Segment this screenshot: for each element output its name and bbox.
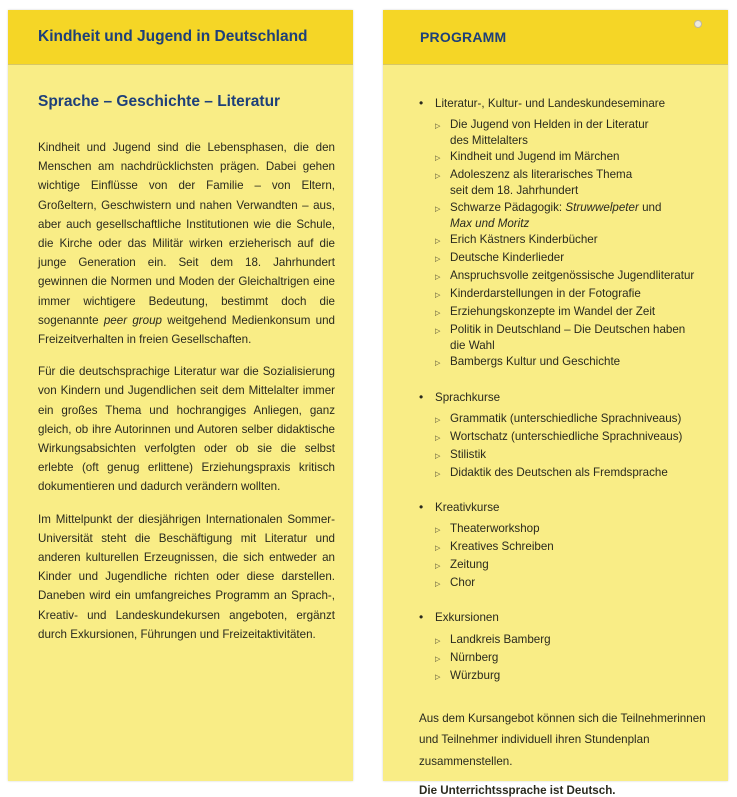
program-list [419, 95, 714, 686]
footer-note: Aus dem Kursangebot können sich die Teilnehmerinnen und Teilnehmer individuell ihren Stundenplan zusammenstellen. [419, 711, 706, 768]
list-item-line-text: die Wahl [450, 339, 495, 353]
triangle-icon: ▷ [435, 434, 441, 442]
right-panel [383, 10, 728, 797]
list-item [435, 447, 714, 465]
list-item-line [450, 232, 598, 248]
triangle-icon: ▷ [435, 673, 441, 681]
list-item [435, 354, 714, 372]
list-item [435, 411, 714, 429]
list-item-line [450, 354, 620, 370]
section-title: Literatur-, Kultur- und Landeskundeseminare [435, 97, 666, 110]
list-item [435, 632, 714, 650]
list-item-line-text: Kreatives Schreiben [450, 540, 554, 554]
divider [383, 64, 728, 65]
list-item-text [450, 167, 632, 199]
triangle-icon: ▷ [435, 155, 441, 163]
list-item-line-text: Nürnberg [450, 650, 499, 664]
section-title: Sprachkurse [435, 390, 501, 404]
list-item-line-text: seit dem 18. Jahrhundert [450, 184, 579, 198]
list-item-line-text: Die Jugend von Helden in der Literatur [450, 118, 649, 132]
list-item-line-text: Deutsche Kinderlieder [450, 250, 565, 264]
section-title: Kreativkurse [435, 500, 500, 514]
list-item-line-text: Landkreis Bamberg [450, 632, 551, 646]
list-item-line [450, 286, 641, 302]
triangle-icon: ▷ [435, 581, 441, 589]
list-item-line-text: Zeitung [450, 558, 489, 572]
list-item-line-text: Bambergs Kultur und Geschichte [450, 355, 621, 369]
list-item-text [450, 117, 649, 149]
triangle-icon: ▷ [435, 416, 441, 424]
list-item-line [450, 117, 649, 133]
list-item [435, 668, 714, 686]
section-items [435, 411, 714, 483]
list-item-line-text: Wortschatz (unterschiedliche Sprachniveaus) [450, 429, 683, 443]
list-item-line [450, 268, 694, 284]
list-item [435, 304, 714, 322]
intro-text [38, 138, 335, 644]
list-item-line [450, 429, 682, 445]
list-item [435, 232, 714, 250]
section-heading [419, 95, 714, 112]
list-item-line [450, 465, 668, 481]
program-section [419, 95, 714, 373]
list-item-text [450, 632, 551, 648]
list-item [435, 429, 714, 447]
list-item-line [450, 539, 554, 555]
paragraph-3: Im Mittelpunkt der diesjährigen Internationalen Sommer-Universität steht die Beschäftigung mit Literatur und anderen kulturellen Erzeugnissen, die sich entweder an Kinder und Jugendliche richten oder diese darstellen. Daneben wird ein umfangreiches Programm an Sprach-, Kreativ- und Landeskundekursen angeboten, ergänzt durch Exkursionen, Führungen und Freizeitaktivitäten. [38, 512, 335, 641]
list-item-line-text: Kindheit und Jugend im Märchen [450, 150, 620, 164]
list-item-line [450, 668, 500, 684]
list-item [435, 149, 714, 167]
list-item [435, 286, 714, 304]
section-items [435, 632, 714, 686]
list-item-line-text: Politik in Deutschland – Die Deutschen haben [450, 323, 686, 337]
list-item-text [450, 250, 564, 266]
list-item-line [450, 167, 632, 183]
divider [8, 64, 353, 65]
list-item-line [450, 133, 649, 149]
section-heading [419, 389, 714, 406]
list-item [435, 322, 714, 354]
list-item [435, 521, 714, 539]
list-item-text [450, 354, 620, 370]
list-item [435, 268, 714, 286]
triangle-icon: ▷ [435, 452, 441, 460]
list-item-emphasis: Struwwelpeter [565, 200, 639, 214]
triangle-icon: ▷ [435, 527, 441, 535]
list-item-line-text: Grammatik (unterschiedliche Sprachniveaus) [450, 411, 682, 425]
list-item-text [450, 429, 682, 445]
subheading: Sprache – Geschichte – Literatur [38, 93, 281, 110]
section-items [435, 521, 714, 593]
bullet-icon: • [419, 389, 424, 404]
triangle-icon: ▷ [435, 205, 441, 213]
list-item-line [450, 183, 632, 199]
list-item-emphasis: Max und Moritz [450, 216, 530, 230]
program-section [419, 389, 714, 483]
list-item-line [450, 200, 661, 216]
list-item-line-text: Würzburg [450, 668, 501, 682]
list-item [435, 575, 714, 593]
list-item-text [450, 232, 598, 248]
list-item [435, 250, 714, 268]
list-item-text [450, 322, 685, 354]
paragraph-1-text-b: weitgehend Medienkonsum und Freizeitverhalten in freien Gesellschaften. [38, 313, 335, 347]
list-item [435, 117, 714, 149]
list-item-line-text: Chor [450, 576, 476, 590]
triangle-icon: ▷ [435, 237, 441, 245]
list-item-text [450, 575, 475, 591]
section-heading [419, 499, 714, 516]
list-item-text [450, 557, 489, 573]
triangle-icon: ▷ [435, 563, 441, 571]
left-band-title: Kindheit und Jugend in Deutschland [38, 28, 308, 45]
list-item-text [450, 304, 655, 320]
list-item [435, 465, 714, 483]
list-item-line [450, 216, 661, 232]
triangle-icon: ▷ [435, 255, 441, 263]
list-item-line [450, 650, 498, 666]
list-item-text [450, 149, 620, 165]
list-item-text [450, 200, 661, 232]
program-section [419, 499, 714, 593]
list-item-line-text: Erich Kästners Kinderbücher [450, 232, 598, 246]
triangle-icon: ▷ [435, 470, 441, 478]
list-item-line-text: Didaktik des Deutschen als Fremdsprache [450, 465, 668, 479]
list-item-line-text: Erziehungskonzepte im Wandel der Zeit [450, 305, 656, 319]
list-item-line [450, 411, 681, 427]
paragraph-1-text-a: Kindheit und Jugend sind die Lebensphasen, die den Menschen am nachdrücklichsten prägen. Dabei gehen wichtige Einflüsse von der Familie – von Eltern, Großeltern, Geschwistern und nahen Verwandten – aus, aber auch gesellschaftliche Institutionen wie die Schule, die Kirche oder das Militär wirken erzieherisch auf die junge Generation ein. Seit dem 18. Jahrhundert gewinnen die Normen und Moden der Gleichaltrigen eine immer wichtigere Bedeutung, bestimmt doch die sogenannte [38, 141, 335, 327]
list-item-line [450, 338, 685, 354]
list-item-line [450, 575, 475, 591]
right-band-title: PROGRAMM [420, 29, 507, 45]
list-item-line [450, 557, 489, 573]
triangle-icon: ▷ [435, 328, 441, 336]
section-items [435, 117, 714, 372]
list-item-line [450, 149, 620, 165]
section-heading [419, 609, 714, 626]
list-item-text [450, 411, 681, 427]
triangle-icon: ▷ [435, 292, 441, 300]
paragraph-1 [38, 138, 335, 349]
program-section [419, 609, 714, 685]
left-header-band [8, 10, 353, 64]
list-item-line-text: des Mittelalters [450, 134, 528, 148]
list-item-line-text: und [638, 200, 662, 214]
left-panel [8, 10, 353, 781]
paragraph-2: Für die deutschsprachige Literatur war die Sozialisierung von Kindern und Jugendlichen seit dem Mittelalter immer ein großes Thema und hochrangiges Anliegen, ganz gleich, ob ihre Autorinnen und Autoren selber didaktische Wirkungsabsichten verfolgten oder ob sie die selbst erlebte (oft genug erlittene) Erziehungspraxis kritisch dokumentieren und dadurch verändern wollten. [38, 365, 335, 494]
list-item-text [450, 539, 554, 555]
list-item-text [450, 521, 540, 537]
right-header-band [383, 10, 728, 64]
list-item [435, 557, 714, 575]
list-item-line-text: Stilistik [450, 447, 487, 461]
list-item-line-text: Schwarze Pädagogik: [450, 200, 566, 214]
list-item-line [450, 322, 685, 338]
triangle-icon: ▷ [435, 310, 441, 318]
list-item-line [450, 521, 540, 537]
list-item-line [450, 447, 486, 463]
list-item-text [450, 668, 500, 684]
staple-mark [694, 20, 702, 28]
list-item-line [450, 304, 655, 320]
list-item-line [450, 632, 551, 648]
list-item-text [450, 650, 498, 666]
footer-language-note: Die Unterrichtssprache ist Deutsch. [419, 784, 616, 797]
bullet-icon: • [419, 499, 424, 514]
list-item-text [450, 286, 641, 302]
list-item-line-text: Anspruchsvolle zeitgenössische Jugendliteratur [450, 268, 695, 282]
triangle-icon: ▷ [435, 637, 441, 645]
list-item [435, 200, 714, 232]
list-item-text [450, 268, 694, 284]
list-item [435, 539, 714, 557]
triangle-icon: ▷ [435, 173, 441, 181]
list-item-line [450, 250, 564, 266]
list-item-line-text: Theaterworkshop [450, 522, 540, 536]
list-item [435, 167, 714, 199]
bullet-icon: • [419, 610, 424, 625]
triangle-icon: ▷ [435, 273, 441, 281]
triangle-icon: ▷ [435, 655, 441, 663]
triangle-icon: ▷ [435, 123, 441, 131]
triangle-icon: ▷ [435, 545, 441, 553]
list-item-text [450, 465, 668, 481]
list-item-line-text: Kinderdarstellungen in der Fotografie [450, 287, 641, 301]
list-item [435, 650, 714, 668]
paragraph-1-emphasis: peer group [103, 313, 162, 327]
triangle-icon: ▷ [435, 360, 441, 368]
list-item-text [450, 447, 486, 463]
bullet-icon: • [419, 96, 424, 110]
section-title: Exkursionen [435, 611, 499, 625]
list-item-line-text: Adoleszenz als literarisches Thema [450, 168, 633, 182]
